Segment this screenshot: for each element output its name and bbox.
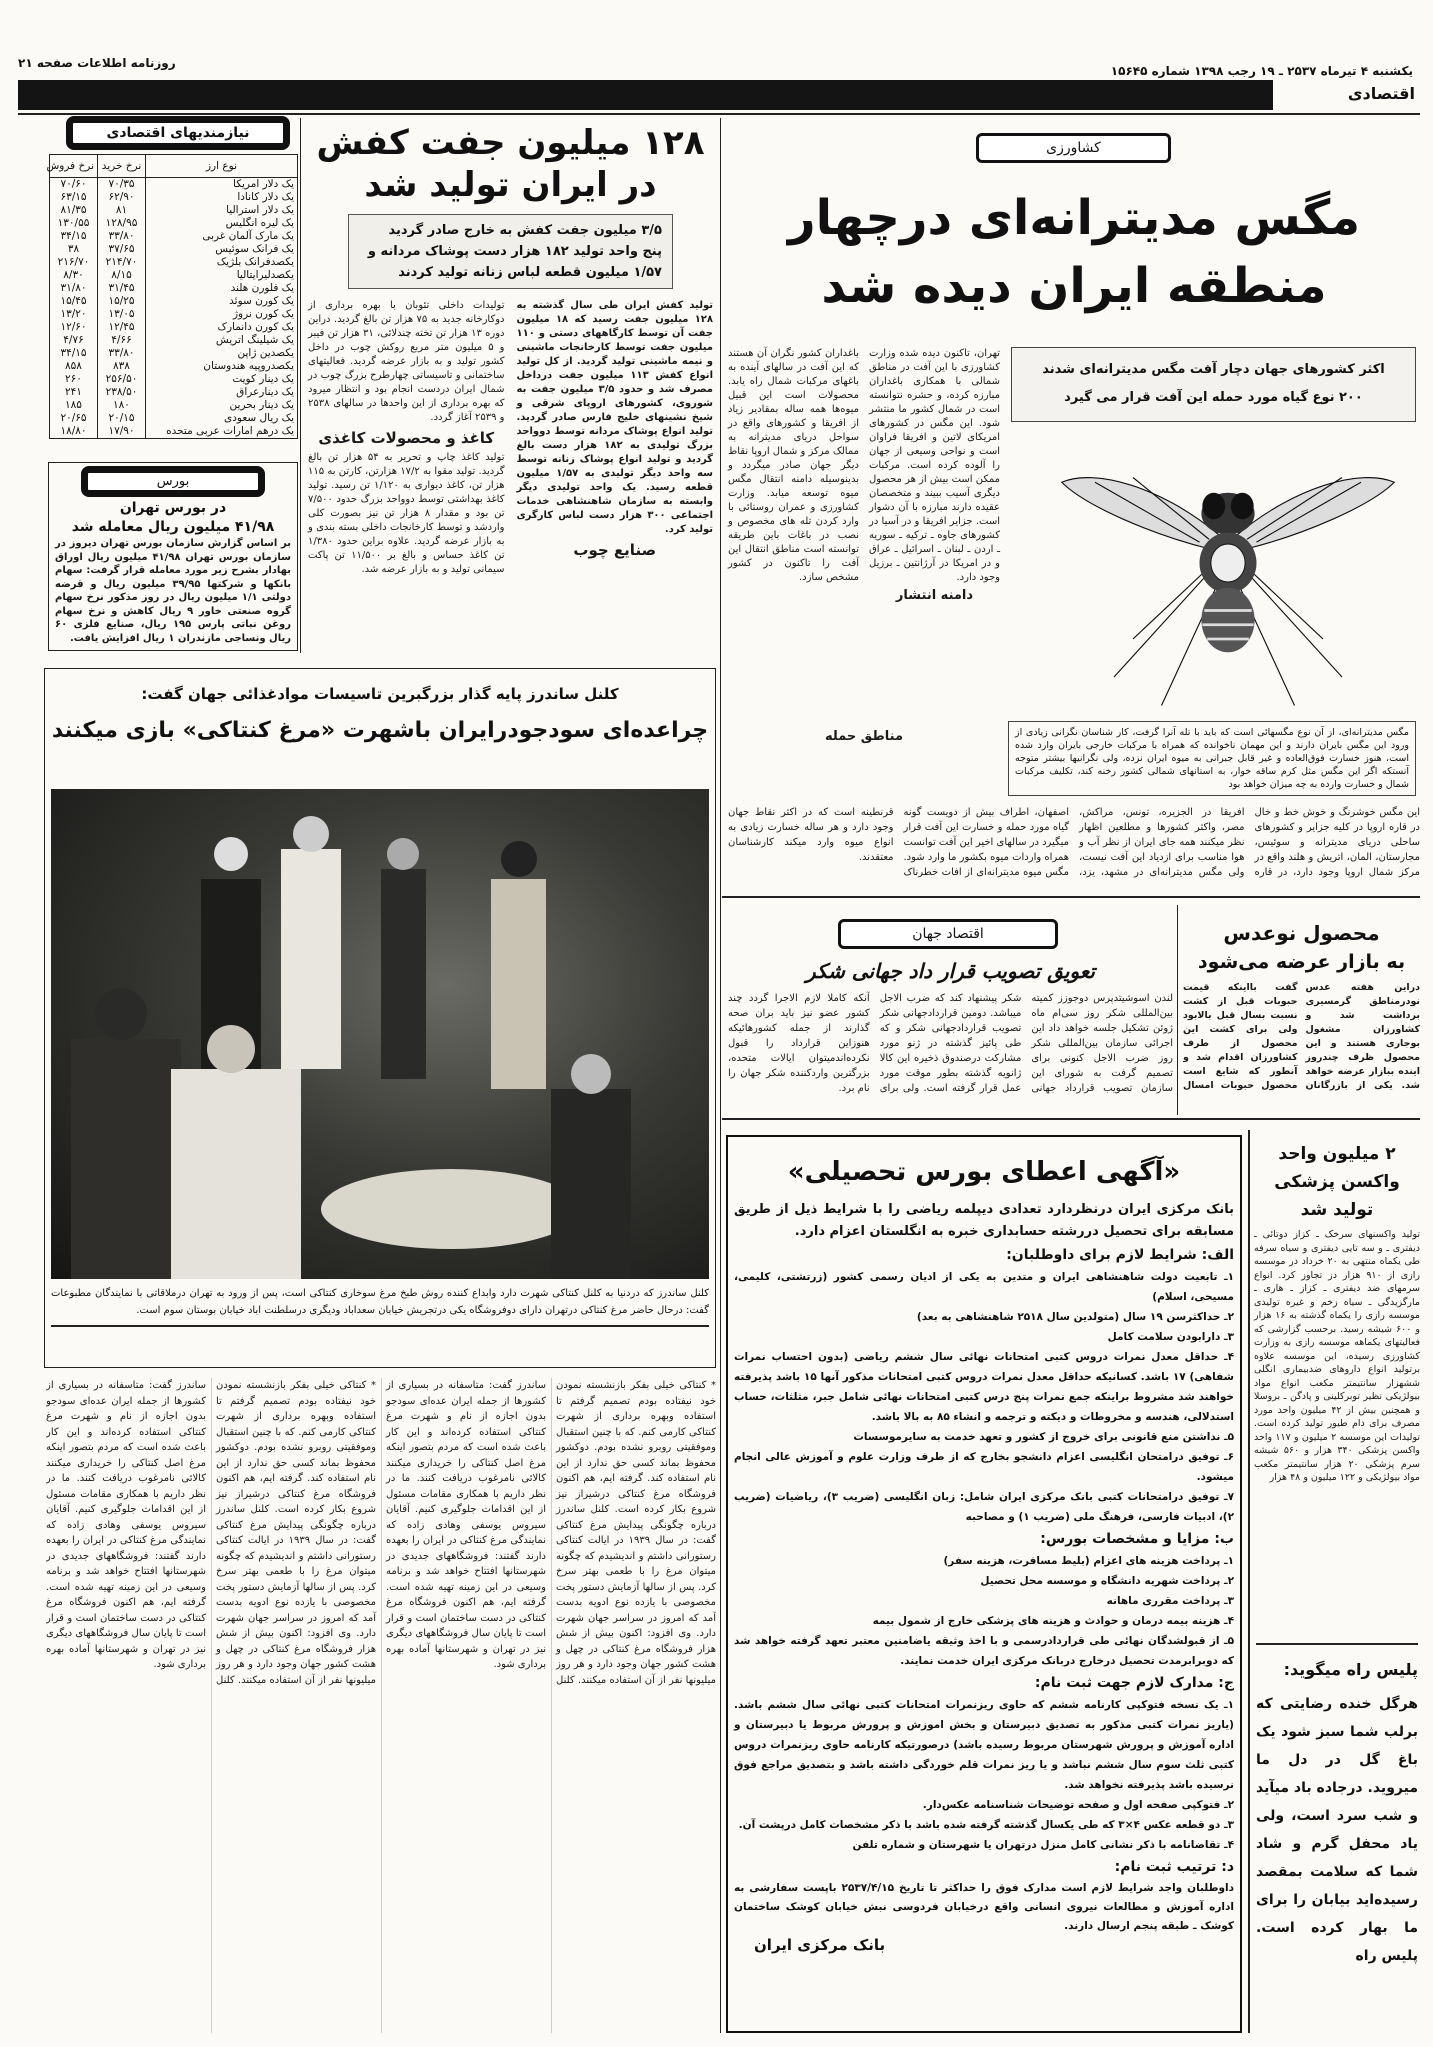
fly-body-bottom — [728, 729, 1000, 745]
currency-table — [46, 154, 298, 439]
ad-list-item: ۴ـ هزینه بیمه درمان و حوادث و هزینه های پزشکی خارج از شمول بیمه — [872, 1615, 1234, 1627]
currency-row — [50, 360, 298, 373]
ad-list-c — [734, 1695, 1234, 1855]
fly-paragraph: تهران، تاکنون دیده شده وزارت کشاورزی با این آفت در مناطق شمالی با همکاری باغداران مبارزه کرده، و حشره نتوانسته است در شمال کشور ما منتشر شود. این مگس در کشورهای امریکای لاتین و افریقا فراوان است و نواحی وسیعی از جهان را آلوده کرده است. مرکبات ممکن است بیش از هر محصول دیگری آسیب ببیند و متخصصان عقیده دارند مبارزه با آن دشوار است. جزایر افریقا و در آسیا در کشورهای جاوه ـ ترکیه ـ سوریه ـ اردن ـ لبنان ـ اسرائیل ـ عراق و در امریکا در آرژانتین ـ برزیل وجود دارد. — [868, 348, 1000, 583]
section-title: اقتصادی — [1347, 84, 1415, 103]
buy-rate: ۲۱۴/۷۰ — [98, 256, 146, 269]
column-rule — [720, 118, 721, 2033]
currency-row — [50, 282, 298, 295]
subhead-spread: دامنه انتشار — [895, 588, 974, 603]
fly-kicker: کشاورزی — [976, 133, 1171, 163]
currency-name: یکصدین ژاپن — [146, 347, 298, 360]
currency-name: یک لیره انگلیس — [146, 217, 298, 230]
kfc-photo — [51, 789, 709, 1279]
sell-rate: ۳۴/۱۵ — [50, 230, 98, 243]
sell-rate: ۱۸۵ — [50, 399, 98, 412]
fly-paragraph: این مگس خوشرنگ و خوش خط و خال در قاره اروپا در کلیه جزایر و کشورهای ساحلی دریای مدیترانه و سوئیس، مجارستان، المان، اتریش و هلند واقع در مرکز شمال اروپا وجود دارد، در قاره افریقا در الجزیره، تونس، مراکش، مصر، واکثر کشورها و مطلعین اظهار نظر میکنند همه جای ایران از نظر آب و هوا مناسب برای ازدیاد این آفت نیست، ولی مگس مدیترانه‌ای در مشهد، یزد، اصفهان، اطراف بیش از دویست گونه گیاه مورد حمله و خسارت این آفت قرار میگیرد در سالهای اخیر این آفت توانست همراه واردات میوه بکشور ما وارد شود. مگس میوه مدیترانه‌ای از افات خطرناک قرنطینه است که در اکثر نقاط جهان وجود دارد و هر ساله خسارت زیادی به انواع میوه وارد میکند کارشناسان معتقدند. — [728, 807, 1420, 878]
currency-name: یک مارک آلمان غربی — [146, 230, 298, 243]
buy-rate: ۲۰/۱۵ — [98, 412, 146, 425]
currency-row — [50, 243, 298, 256]
fly-body-columns — [728, 805, 1420, 895]
lentils-article — [1183, 905, 1420, 1115]
buy-rate: ۱۸۰ — [98, 399, 146, 412]
sell-rate: ۲۴۱ — [50, 386, 98, 399]
section-rule — [722, 1118, 1420, 1120]
fly-deck — [1011, 347, 1416, 422]
currency-name: یک کورن دانمارک — [146, 321, 298, 334]
buy-rate: ۳۱/۴۵ — [98, 282, 146, 295]
ad-list-item: ۴ـ تقاضانامه با ذکر نشانی کامل منزل درتهران یا شهرستان و شماره تلفن — [852, 1839, 1234, 1851]
sell-rate: ۲۱۶/۷۰ — [50, 256, 98, 269]
currency-name: یک ریال سعودی — [146, 412, 298, 425]
section-bar — [18, 80, 1273, 110]
vaccine-headline: ۲ میلیون واحد — [1278, 1144, 1396, 1164]
date-line: یکشنبه ۴ تیرماه ۲۵۳۷ ـ ۱۹ رجب ۱۳۹۸ شماره ۱۵۶۴۵ — [1110, 64, 1413, 78]
deck-line: ۲۰۰ نوع گیاه مورد حمله این آفت قرار می گیرد — [1064, 390, 1363, 405]
sugar-article — [728, 905, 1173, 1115]
buy-rate: ۴/۶۶ — [98, 334, 146, 347]
currency-row — [50, 425, 298, 439]
ad-list-a — [734, 1267, 1234, 1527]
ad-list-item: ۷ـ توفیق درامتحانات کتبی بانک مرکزی ایران شامل: زبان انگلیسی (ضریب ۳)، ریاضیات (ضریب ۲)، ادبیات فارسی، فرهنگ ملی (ضریب ۱) و مصاحبه — [734, 1491, 1234, 1523]
bourse-body: بر اساس گزارش سازمان بورس تهران دیروز در سازمان بورس تهران ۴۱/۹۸ میلیون ریال اوراق بهادار بشرح زیر مورد معامله قرار گرفت: سهام بانکها و شرکتها ۳۹/۹۵ میلیون ریال و قرضه دولتی ۱/۱ میلیون ریال در روز مذکور نرخ سهام گروه صنعتی خاور ۹ ریال کاهش و نرخ سهام روغن نباتی پارس ۱۹۵ ریال، صنایع فلزی ۶۰ ریال ونساجی مازندران ۱ ریال افزایش یافت. — [55, 538, 291, 644]
deck-line: ۳/۵ میلیون جفت کفش به خارج صادر گردید — [388, 223, 662, 238]
sugar-body — [728, 991, 1173, 1101]
shoes-article — [308, 122, 713, 577]
currency-row — [50, 412, 298, 425]
currency-row — [50, 386, 298, 399]
ad-list-item: ۱ـ یک نسخه فتوکپی کارنامه ششم که حاوی ریزنمرات امتحانات کتبی نهائی سال ششم باشد. (یاریز نمرات کتبی مذکور به تصدیق دبیرستان و بخش اموزش و پرورش مربوط یا دبیرستان و اداره آموزش و پرورش شهرستان مربوط رسیده باشد) درصورتیکه کارنامه حاوی ریزنمرات دروس کتبی ثلث سوم سال ششم نباشد و یا ریز نمرات قلم خوردگی داشته باشد و بتصدیق مراجع فوق نرسیده باشد پذیرفته نخواهد شد. — [734, 1699, 1234, 1791]
lentils-headline-2: به بازار عرضه می‌شود — [1197, 951, 1406, 973]
sugar-paragraph: لندن اسوشیتدپرس دوجوزز کمیته بین‌المللی شکر روز سی‌ام ماه ژوئن تشکیل جلسه خواهد داد این اجرائی سازمان بین‌المللی شکر روز ضرب الاجل کنونی برای تصمیم گرفت به شورای این سازمان تصویب قرارداد جهانی شکر پیشنهاد کند که ضرب الاجل میباشد. دومین قراردادجهانی شکر تصویب قراردادجهانی شکر و که طی پائیز گذشته در ژنو مورد مشارکت درصندوق ذخیره این کالا ژانویه گذشته بطور موقت مورد عمل قرار گرفته است. ولی برای آنکه کاملا لازم الاجرا گردد چند کشور عضو نیز باید بران صحه گذارند از جمله کشورهائیکه هنوزاین قرارداد را قبول نکرده‌اندمیتوان ایالات متحده، بزرگترین واردکننده شکر جهان را نام برد. — [728, 993, 1173, 1094]
sugar-kicker: اقتصاد جهان — [838, 919, 1058, 949]
buy-rate: ۱۵/۲۵ — [98, 295, 146, 308]
police-box — [1256, 1650, 1418, 2033]
kfc-caption: کلنل ساندرز که دردنیا به کلنل کنتاکی شهرت دارد وابداع کننده روش طبخ مرغ سوخاری کنتاکی است، پس از ورود به تهران درملاقاتی با نمایندگان مطبوعات گفت: درحال حاضر مرغ کنتاکی درتهران دارای دوفروشگاه یکی درتجریش خیابان سعداباد ودیگری درسلطنت اباد خیابان بوستان سوم است. — [51, 1285, 709, 1327]
column-rule — [300, 118, 301, 653]
sell-rate: ۸۵۸ — [50, 360, 98, 373]
subhead-attack: مناطق حمله — [825, 729, 903, 744]
ad-list-b — [734, 1551, 1234, 1671]
sell-rate: ۱۳۰/۵۵ — [50, 217, 98, 230]
bourse-box — [48, 462, 298, 651]
buy-rate: ۱۲۸/۹۵ — [98, 217, 146, 230]
sell-rate: ۴/۷۶ — [50, 334, 98, 347]
deck-line: پنج واحد تولید ۱۸۲ هزار دست پوشاک مردانه و — [367, 244, 662, 259]
currency-name: یک دلار استرالیا — [146, 204, 298, 217]
fly-paragraph: باغداران کشور نگران آن هستند که این آفت در سالهای آینده به باغهای مرکبات شمال راه یابد. محصولات است این قبیل میوه‌ها همه ساله بمقادیر زیاد از افریقا و کشورهای واقع در سواحل دریای مدیترانه به ممالک مرکز و شمال اروپا نقاط دیگر جهان صادر میگردد و بدینوسیله دامنه انتقال مگس میوه توسعه میابد. وزارت کشاورزی و عمران روستائی با وارد کردن تله های مخصوص و نصب در باغات باین طریقه توانسته است مناطق انتقال این آفت را تاکنون در کشور مشخص سازد. — [728, 348, 859, 583]
fly-caption: مگس مدیترانه‌ای، از آن نوع مگسهائی است که باید با تله آنرا گرفت، کار شناسان نگرانی زیادی از ورود این مگس بایران دارند و این مهمان ناخوانده که همراه با مرکبات خارجی بایران وارد شده است، هنوز خسارت فوق‌العاده و غیر قابل جبرانی به میوه ایران نزده، ولی نگرانیها بیشتر متوجه آنستکه اگر این مگس مثل کرم ساقه خوار، به استانهای شمالی کشور رخنه کند، تکلیف مرکبات شمال و خسارت وارده به چه میزان خواهد بود — [1008, 721, 1416, 796]
currency-row — [50, 308, 298, 321]
fly-article — [728, 125, 1420, 895]
shoes-deck — [348, 214, 673, 289]
ad-registration: داوطلبان واجد شرایط لازم است مدارک فوق را حداکثر تا تاریخ ۲۵۳۷/۴/۱۵ باپست سفارشی به اداره آموزش و مطالعات نیروی انسانی واقع درخیابان فردوسی نبش خیابان کوشک ساختمان کوشک ـ طبقه پنجم ارسال دارند. — [734, 1882, 1234, 1932]
currency-name: یکصدروپیه هندوستان — [146, 360, 298, 373]
paper-page-label: روزنامه اطلاعات صفحه ۲۱ — [18, 56, 176, 70]
sell-rate: ۲۰/۶۵ — [50, 412, 98, 425]
subhead-wood: صنایع چوب — [573, 541, 657, 559]
ad-section-b: ب: مزایا و مشخصات بورس: — [1040, 1531, 1234, 1547]
subhead-paper: کاغذ و محصولات کاغذی — [318, 429, 495, 447]
buy-rate: ۱۲/۴۵ — [98, 321, 146, 334]
bourse-headline: در بورس تهران — [119, 500, 227, 516]
section-rule — [1256, 1643, 1418, 1645]
ad-list-item: ۶ـ توفیق درامتحان انگلیسی اعزام دانشجو بخارج که از طرف وزارت علوم و آموزش عالی انجام میشود. — [734, 1451, 1234, 1483]
col-header: نرخ فروش — [50, 155, 98, 178]
currency-row — [50, 230, 298, 243]
sell-rate: ۳۱/۸۰ — [50, 282, 98, 295]
ad-intro: بانک مرکزی ایران درنظردارد تعدادی دیپلمه ریاضی را با شرایط ذیل از طریق مسابقه برای تحصیل دررشته حسابداری خبره به انگلستان اعزام دارد. — [734, 1202, 1234, 1239]
bourse-kicker: بورس — [83, 468, 263, 495]
currency-row — [50, 347, 298, 360]
currency-row — [50, 321, 298, 334]
sell-rate: ۳۴/۱۵ — [50, 347, 98, 360]
kfc-body — [46, 1378, 716, 2033]
buy-rate: ۳۷/۶۵ — [98, 243, 146, 256]
ad-list-item: ۲ـ فتوکپی صفحه اول و صفحه توضیحات شناسنامه عکس‌دار. — [922, 1799, 1234, 1811]
currency-row — [50, 191, 298, 204]
fly-headline: مگس مدیترانه‌ای درچهار — [787, 190, 1361, 246]
sell-rate: ۳۸ — [50, 243, 98, 256]
ad-list-item: ۳ـ دو قطعه عکس ۴×۳ که طی یکسال گذشته گرفته شده باشد با ذکر مشخصات کامل درپشت آن. — [738, 1819, 1234, 1831]
kfc-headline: چراعده‌ای سودجودرایران باشهرت «مرغ کنتاکی» بازی میکنند — [51, 718, 709, 743]
ad-section-d: د: ترتیب ثبت نام: — [1114, 1859, 1234, 1875]
mediterranean-fly-illustration — [1048, 430, 1408, 715]
sell-rate: ۱۲/۶۰ — [50, 321, 98, 334]
currency-row — [50, 373, 298, 386]
kfc-paragraph: * کنتاکی خیلی بفکر بازنشسته نمودن خود نیفتاده بودم تصمیم گرفتم تا استفاده وبهره برداری از شهرت کنتاکی کارمی کنم. که با چنین استقبال وموفقیتی روبرو نشده بودم. دوکشور محفوظ بماند کسی حق ندارد از این نام استفاده کند. گرفته ایم، هم اکنون فروشگاه مرغ کنتاکی درشیراز نیز شروع بکار کرده است. کلنل ساندرز درباره چگونگی پیدایش مرغ کنتاکی گفت: در سال ۱۹۳۹ در ایالت کنتاکی رستورانی داشتم و اندیشیدم که چگونه میتوان مرغ را با طعمی بهتر سرخ کرد. پس از سالها آزمایش دستور پخت مخصوصی با یازده نوع ادویه بدست آمد که امروز در سراسر جهان شهرت دارد. وی افزود: اکنون بیش از شش هزار فروشگاه مرغ کنتاکی در چهل و هشت کشور جهان وجود دارد و هر روز میلیونها نفر از آن استفاده میکنند. کلنل ساندرز گفت: متاسفانه در بسیاری از کشورها از جمله ایران عده‌ای سودجو بدون اجازه از نام و شهرت مرغ کنتاکی استفاده کرده‌اند و این کار باعث شده است که مردم بتصور اینکه مرغ اصل کنتاکی را خریداری میکنند کالائی نامرغوب دریافت کنند. ما در نظر داریم با همکاری مقامات مسئول از این اقدامات جلوگیری کنیم. آقایان سیروس یوسفی وهادی زاده که نمایندگی مرغ کنتاکی در ایران را بعهده دارند گفتند: فروشگاههای جدیدی در شهرستانها افتتاح خواهد شد و برنامه وسیعی در این زمینه تهیه شده است. گرفته ایم، هم اکنون فروشگاه مرغ کنتاکی در دست ساختمان است و قرار است تا پایان سال فروشگاههای دیگری نیز در تهران و شهرستانها آماده بهره برداری شود. — [46, 1380, 376, 1686]
wood-paragraph: تولیدات داخلی تئوبان با بهره برداری از دوکارخانه جدید به ۷۵ هزار تن بالغ گردید. دراین دوره ۱۳ هزار تن تخته چندلائی، ۳۱ هزار تن فیبر و ۵ میلیون متر مربع روکش چوب در داخل کشور تولید و به بازار عرضه گردید. فعالیتهای ساختمانی و تاسیساتی چهارطرح بزرگ چوب در شمال ایران دردست انجام بود و انتظار میرود که بهره برداری از این واحدها در سالهای ۲۵۳۸ و ۲۵۳۹ آغاز گردد. — [308, 300, 505, 423]
police-body: هرگل خنده رضایتی که برلب شما سبز شود یک باغ گل در دل ما میروید. درجاده باد میآید و شب سرد است، ولی یاد محفل گرم و شاد شما که سلامت بمقصد رسیده‌اید بیابان را برای ما بهار کرده است. پلیس راه — [1256, 1696, 1418, 1964]
currency-name: یک درهم امارات عربی متحده — [146, 425, 298, 439]
currency-title: نیازمندیهای اقتصادی — [68, 118, 288, 148]
ad-list-item: ۱ـ تابعیت دولت شاهنشاهی ایران و متدین به یکی از ادیان رسمی کشور (زرتشتی، کلیمی، مسیحی، اسلام) — [734, 1271, 1234, 1303]
sell-rate: ۶۳/۱۵ — [50, 191, 98, 204]
currency-row — [50, 399, 298, 412]
ad-section-a: الف: شرایط لازم برای داوطلبان: — [1006, 1247, 1234, 1263]
buy-rate: ۱۷/۹۰ — [98, 425, 146, 439]
currency-name: یک دینارعراق — [146, 386, 298, 399]
buy-rate: ۳۳/۸۰ — [98, 230, 146, 243]
currency-row — [50, 334, 298, 347]
ad-list-item: ۵ـ از قبولشدگان نهائی طی قراردادرسمی و با اخذ وثیقه یاضامنین معتبر تعهد گرفته خواهد شد که دوبرابرمدت تحصیل درخارج دربانک مرکزی ایران خدمت نمایند. — [734, 1635, 1234, 1667]
sell-rate: ۲۶۰ — [50, 373, 98, 386]
photo-figures — [51, 789, 709, 1279]
buy-rate: ۶۲/۹۰ — [98, 191, 146, 204]
vaccine-body: تولید واکسنهای سرخک ـ کزاز دوتائی ـ دیفتری ـ و سه تایی دیفتری و سیاه سرفه طی یکماه منتهی به ۲۰ خرداد در موسسه رازی از ۹۱۰ هزار دز تجاوز کرد. انواع سرمهای ضد دیفتری ـ کزاز ـ هاری ـ مارگزیدگی ـ سیاه زخم و غیره تولیدی موسسه رازی را یکماه گذشته به ۱۶ هزار و ۶۰۰ شیشه رسید. برحسب گزارشی که فعالیتهای یکماهه موسسه رازی به وزارت کشاورزی رسیده، این موسسه علاوه برتولید انواع داروهای ضدبیماری انگلی ششهزار سانتیمتر مکعب انواع مواد بیولژیکی نظیر توبرکلینی و پادگن ـ بروسلا و همچنین بیش از ۴۲ میلیون واحد مورد مصرف برای دام طیور تولید کرده است. تولیدات این موسسه ۲ میلیون و ۱۱۷ واحد واکسن پزشکی ۳۴۰ هزار و ۵۶۰ شیشه سرم پزشکی ۲۰ هزار سانتیمتر مکعب مواد بیولژیکی و ۱۲۲ میلیون و ۴۸ هزار — [1254, 1229, 1421, 1483]
shoes-headline: ۱۲۸ میلیون جفت کفش در ایران تولید شد — [316, 123, 705, 205]
currency-name: یک دلار کانادا — [146, 191, 298, 204]
ad-list-item: ۲ـ پرداخت شهریه دانشگاه و موسسه محل تحصیل — [980, 1575, 1234, 1587]
buy-rate: ۱۳/۰۵ — [98, 308, 146, 321]
police-headline: پلیس راه میگوید: — [1283, 1660, 1418, 1679]
col-header: نوع ارز — [146, 155, 298, 178]
currency-name: یکصدلیرایتالیا — [146, 269, 298, 282]
col-header: نرخ خرید — [98, 155, 146, 178]
currency-name: یک فلورن هلند — [146, 282, 298, 295]
vaccine-article — [1254, 1132, 1420, 1485]
shoes-paragraph: تولید کفش ایران طی سال گذشته به ۱۲۸ میلیون جفت رسید که ۱۸ میلیون جفت آن توسط کارگاههای دستی و ۱۱۰ میلیون جفت توسط کارخانجات ماشینی و نیمه ماشینی تولید گردید. از کل تولید انواع کفش ۱۱۳ میلیون جفت درداخل مصرف شد و حدود ۳/۵ میلیون جفت به شوروی، کشورهای اروپای شرقی و شیخ نشینهای خلیج فارس صادر گردید. تولید انواع پوشاک مردانه توسط دوواحد بزرگ تولیدی به ۱۸۲ هزار دست بالغ گردید و تولید انواع پوشاک زنانه توسط سه واحد دیگر تولیدی به ۱/۵۷ میلیون قطعه رسید. یک واحد تولیدی دیگر وابسته به سازمان شاهنشاهی خدمات اجتماعی ۳۰۰ هزار دست لباس کارگری تولید کرد. — [516, 300, 713, 535]
ad-headline: «آگهی اعطای بورس تحصیلی» — [787, 1157, 1181, 1187]
buy-rate: ۷۰/۳۵ — [98, 178, 146, 192]
currency-name: یکصدفرانک بلژیک — [146, 256, 298, 269]
currency-row — [50, 295, 298, 308]
ad-list-item: ۳ـ دارابودن سلامت کامل — [1107, 1331, 1234, 1343]
currency-name: یک فرانک سوئیس — [146, 243, 298, 256]
currency-name: یک دلار امریکا — [146, 178, 298, 192]
currency-row — [50, 178, 298, 192]
vaccine-headline: تولید شد — [1300, 1200, 1374, 1220]
ad-section-c: ج: مدارک لازم جهت ثبت نام: — [1034, 1675, 1234, 1691]
sell-rate: ۸۱/۳۵ — [50, 204, 98, 217]
currency-row — [50, 217, 298, 230]
currency-name: یک دینار بحرین — [146, 399, 298, 412]
ad-list-item: ۵ـ نداشتن منع قانونی برای خروج از کشور و تعهد خدمت به سایرموسسات — [853, 1431, 1234, 1443]
currency-name: یک شیلینگ اتریش — [146, 334, 298, 347]
sell-rate: ۱۸/۸۰ — [50, 425, 98, 439]
currency-row — [50, 256, 298, 269]
buy-rate: ۳۳/۸۰ — [98, 347, 146, 360]
kfc-paragraph: * کنتاکی خیلی بفکر بازنشسته نمودن خود نیفتاده بودم تصمیم گرفتم تا استفاده وبهره برداری از شهرت کنتاکی کارمی کنم. که با چنین استقبال وموفقیتی روبرو نشده بودم. دوکشور محفوظ بماند کسی حق ندارد از این نام استفاده کند. گرفته ایم، هم اکنون فروشگاه مرغ کنتاکی درشیراز نیز شروع بکار کرده است. کلنل ساندرز درباره چگونگی پیدایش مرغ کنتاکی گفت: در سال ۱۹۳۹ در ایالت کنتاکی رستورانی داشتم و اندیشیدم که چگونه میتوان مرغ را با طعمی بهتر سرخ کرد. پس از سالها آزمایش دستور پخت مخصوصی با یازده نوع ادویه بدست آمد که امروز در سراسر جهان شهرت دارد. وی افزود: اکنون بیش از شش هزار فروشگاه مرغ کنتاکی در چهل و هشت کشور جهان وجود دارد و هر روز میلیونها نفر از آن استفاده میکنند. کلنل ساندرز گفت: متاسفانه در بسیاری از کشورها از جمله ایران عده‌ای سودجو بدون اجازه از نام و شهرت مرغ کنتاکی استفاده کرده‌اند و این کار باعث شده است که مردم بتصور اینکه مرغ اصل کنتاکی را خریداری میکنند کالائی نامرغوب دریافت کنند. ما در نظر داریم با همکاری مقامات مسئول از این اقدامات جلوگیری کنیم. آقایان سیروس یوسفی وهادی زاده که نمایندگی مرغ کنتاکی در ایران را بعهده دارند گفتند: فروشگاههای جدیدی در شهرستانها افتتاح خواهد شد و برنامه وسیعی در این زمینه تهیه شده است. گرفته ایم، هم اکنون فروشگاه مرغ کنتاکی در دست ساختمان است و قرار است تا پایان سال فروشگاههای دیگری نیز در تهران و شهرستانها آماده بهره برداری شود. — [386, 1380, 716, 1686]
currency-name: یک دینار کویت — [146, 373, 298, 386]
ad-list-item: ۱ـ پرداخت هزینه های اعزام (بلیط مسافرت، هزینه سفر) — [943, 1555, 1234, 1567]
buy-rate: ۸/۱۵ — [98, 269, 146, 282]
ad-list-item: ۳ـ پرداخت مقرری ماهانه — [1106, 1595, 1234, 1607]
buy-rate: ۸۳۸ — [98, 360, 146, 373]
currency-row — [50, 269, 298, 282]
column-rule — [1177, 905, 1178, 1115]
buy-rate: ۲۵۶/۵۰ — [98, 373, 146, 386]
sell-rate: ۸/۳۰ — [50, 269, 98, 282]
deck-line: ۱/۵۷ میلیون قطعه لباس زنانه تولید کردند — [398, 265, 662, 280]
sell-rate: ۷۰/۶۰ — [50, 178, 98, 192]
fly-headline-2: منطقه ایران دیده شد — [821, 258, 1327, 314]
paper-paragraph: تولید کاغذ چاپ و تحریر به ۵۴ هزار تن بالغ گردید. تولید مقوا به ۱۷/۲ هزارتن، کارتن به ۱۱۵ هزار تن، کاغذ دیواری به ۱/۱۲۰ تن رسید. تولید کاغذ بهداشتی توسط دوواحد بزرگ حدود ۷/۵۰۰ تن بود و مقدار ۸ هزار تن نیز بصورت کلی واردشد و توسط کارخانجات داخلی بسته بندی و به بازار عرضه گردید. علاوه براین حدود ۱/۳۸۰ تن کاغذ حساس و بالغ بر ۱۱/۵۰۰ تن پاکت سیمانی تولید و به بازار عرضه شد. — [308, 452, 505, 575]
deck-line: اکثر کشورهای جهان دچار آفت مگس مدیترانه‌ای شدند — [1042, 362, 1385, 377]
kfc-kicker: کلنل ساندرز پایه گذار بزرگبرین تاسیسات موادغذائی جهان گفت: — [141, 685, 619, 703]
sell-rate: ۱۳/۲۰ — [50, 308, 98, 321]
sell-rate: ۱۵/۴۵ — [50, 295, 98, 308]
column-rule — [1248, 1130, 1250, 2033]
fly-body-top — [728, 347, 1000, 603]
kfc-article — [44, 668, 716, 1368]
ad-signature: بانک مرکزی ایران — [754, 1936, 886, 1954]
currency-row — [50, 204, 298, 217]
currency-name: یک کورن سوئد — [146, 295, 298, 308]
shoes-body — [308, 299, 713, 577]
ad-list-item: ۴ـ حداقل معدل نمرات دروس کتبی امتحانات نهائی سال ششم ریاضی (بدون احتساب نمرات شفاهی) ۱۷ باشد. کسانیکه حداقل معدل نمرات دروس کتبی امتحانات مذکور آنها ۱۵ باشد پذیرفته خواهند شد مشروط براینکه جمع نمرات پنج درس کتبی امتحانات نهائی شامل جبر، مثلثات، حساب استدلالی، هندسه و مخروطات و دیکته و ترجمه و انشاء ۸۵ به بالا باشد. — [734, 1351, 1234, 1423]
lentils-body: دراین هفته عدس نودرمناطق گرمسیری برداشت شد و کشاورزان مشغول بوجاری هستند و این محصول ظرف چندروز اینده ببازار عرضه خواهد شد. یکی از بازرگانان گفت بااینکه قیمت حبوبات قبل از کشت نسبت بسال قبل بالابود ولی برای کشت این محصول از طرف کشاورزان اقدام شد و آنطور که شایع است محصول حبوبات امسال — [1183, 982, 1420, 1091]
bourse-headline-2: ۴۱/۹۸ میلیون ریال معامله شد — [71, 519, 275, 535]
section-rule — [722, 896, 1420, 898]
buy-rate: ۸۱ — [98, 204, 146, 217]
currency-section — [46, 118, 298, 439]
vaccine-headline: واکسن پزشکی — [1274, 1172, 1400, 1192]
lentils-headline: محصول نوعدس — [1223, 921, 1380, 945]
scholarship-ad — [726, 1135, 1242, 2033]
buy-rate: ۲۳۸/۵۰ — [98, 386, 146, 399]
currency-name: یک کورن نروژ — [146, 308, 298, 321]
ad-list-item: ۲ـ حداکثرسن ۱۹ سال (متولدین سال ۲۵۱۸ شاهنشاهی به بعد) — [916, 1311, 1234, 1323]
masthead-rule — [18, 113, 1420, 115]
sugar-headline: تعویق تصویب قرار داد جهانی شکر — [806, 959, 1095, 983]
